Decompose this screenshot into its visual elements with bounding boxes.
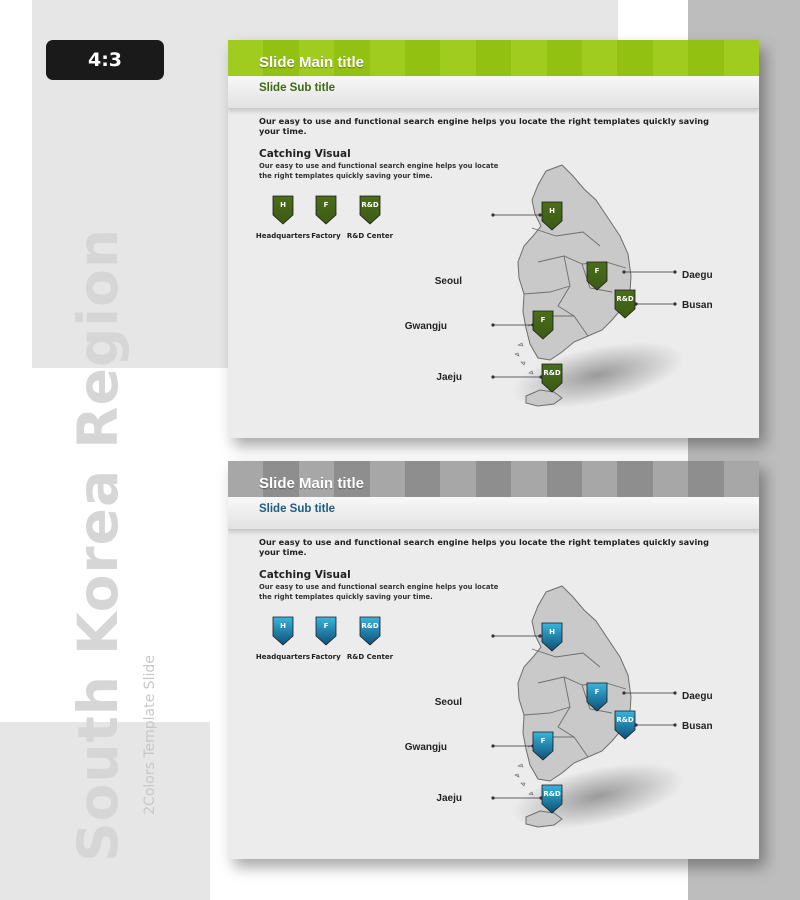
legend-mark: F (323, 201, 329, 209)
slide-green[interactable] (228, 40, 759, 438)
map-marker-label: F (540, 316, 546, 324)
map-marker-label: F (540, 737, 546, 745)
catching-visual-title: Catching Visual (259, 569, 351, 581)
city-label-jaeju: Jaeju (436, 372, 462, 383)
legend-label: R&D Center (346, 653, 394, 661)
korea-map (228, 40, 759, 438)
map-marker-seoul[interactable] (541, 622, 563, 652)
aspect-ratio-badge: 4:3 (46, 40, 164, 80)
legend-mark: R&D (361, 201, 379, 209)
map-marker-label: R&D (543, 790, 561, 798)
map-marker-label: H (549, 628, 555, 636)
map-marker-daegu[interactable] (586, 261, 608, 291)
catching-visual-title: Catching Visual (259, 148, 351, 160)
map-marker-gwangju[interactable] (532, 731, 554, 761)
map-marker-gwangju[interactable] (532, 310, 554, 340)
legend-label: Headquarters (255, 653, 311, 661)
catching-visual-text: Our easy to use and functional search engine helps you locate the right templates quickly saving your time. (259, 162, 499, 180)
map-marker-label: H (549, 207, 555, 215)
map-marker-seoul[interactable] (541, 201, 563, 231)
map-marker-jaeju[interactable] (541, 784, 563, 814)
legend-mark: R&D (361, 622, 379, 630)
slide-main-title: Slide Main title (259, 475, 365, 492)
legend-mark: H (280, 622, 286, 630)
slide-sub-title: Slide Sub title (259, 82, 336, 94)
legend-mark: F (323, 622, 329, 630)
city-label-jaeju: Jaeju (436, 793, 462, 804)
korea-map (228, 461, 759, 859)
map-marker-busan[interactable] (614, 289, 636, 319)
slide-main-title: Slide Main title (259, 54, 365, 71)
map-marker-label: R&D (616, 716, 634, 724)
city-label-seoul: Seoul (434, 697, 462, 708)
slide-blue[interactable] (228, 461, 759, 859)
catching-visual-text: Our easy to use and functional search engine helps you locate the right templates quickly saving your time. (259, 583, 499, 601)
map-marker-jaeju[interactable] (541, 363, 563, 393)
legend-label: R&D Center (346, 232, 394, 240)
city-label-busan: Busan (682, 300, 713, 311)
map-marker-busan[interactable] (614, 710, 636, 740)
map-marker-label: F (594, 688, 600, 696)
slide-sub-title: Slide Sub title (259, 503, 336, 515)
city-label-gwangju: Gwangju (404, 321, 447, 332)
legend-label: Factory (311, 232, 341, 240)
map-marker-label: F (594, 267, 600, 275)
city-label-daegu: Daegu (682, 270, 713, 281)
city-label-seoul: Seoul (434, 276, 462, 287)
map-marker-label: R&D (543, 369, 561, 377)
legend-mark: H (280, 201, 286, 209)
map-marker-label: R&D (616, 295, 634, 303)
legend-label: Headquarters (255, 232, 311, 240)
city-label-gwangju: Gwangju (404, 742, 447, 753)
map-marker-daegu[interactable] (586, 682, 608, 712)
slide-body-text: Our easy to use and functional search engine helps you locate the right templates quickly saving your time. (259, 537, 709, 557)
slide-body-text: Our easy to use and functional search engine helps you locate the right templates quickly saving your time. (259, 116, 709, 136)
legend-label: Factory (311, 653, 341, 661)
city-label-daegu: Daegu (682, 691, 713, 702)
city-label-busan: Busan (682, 721, 713, 732)
